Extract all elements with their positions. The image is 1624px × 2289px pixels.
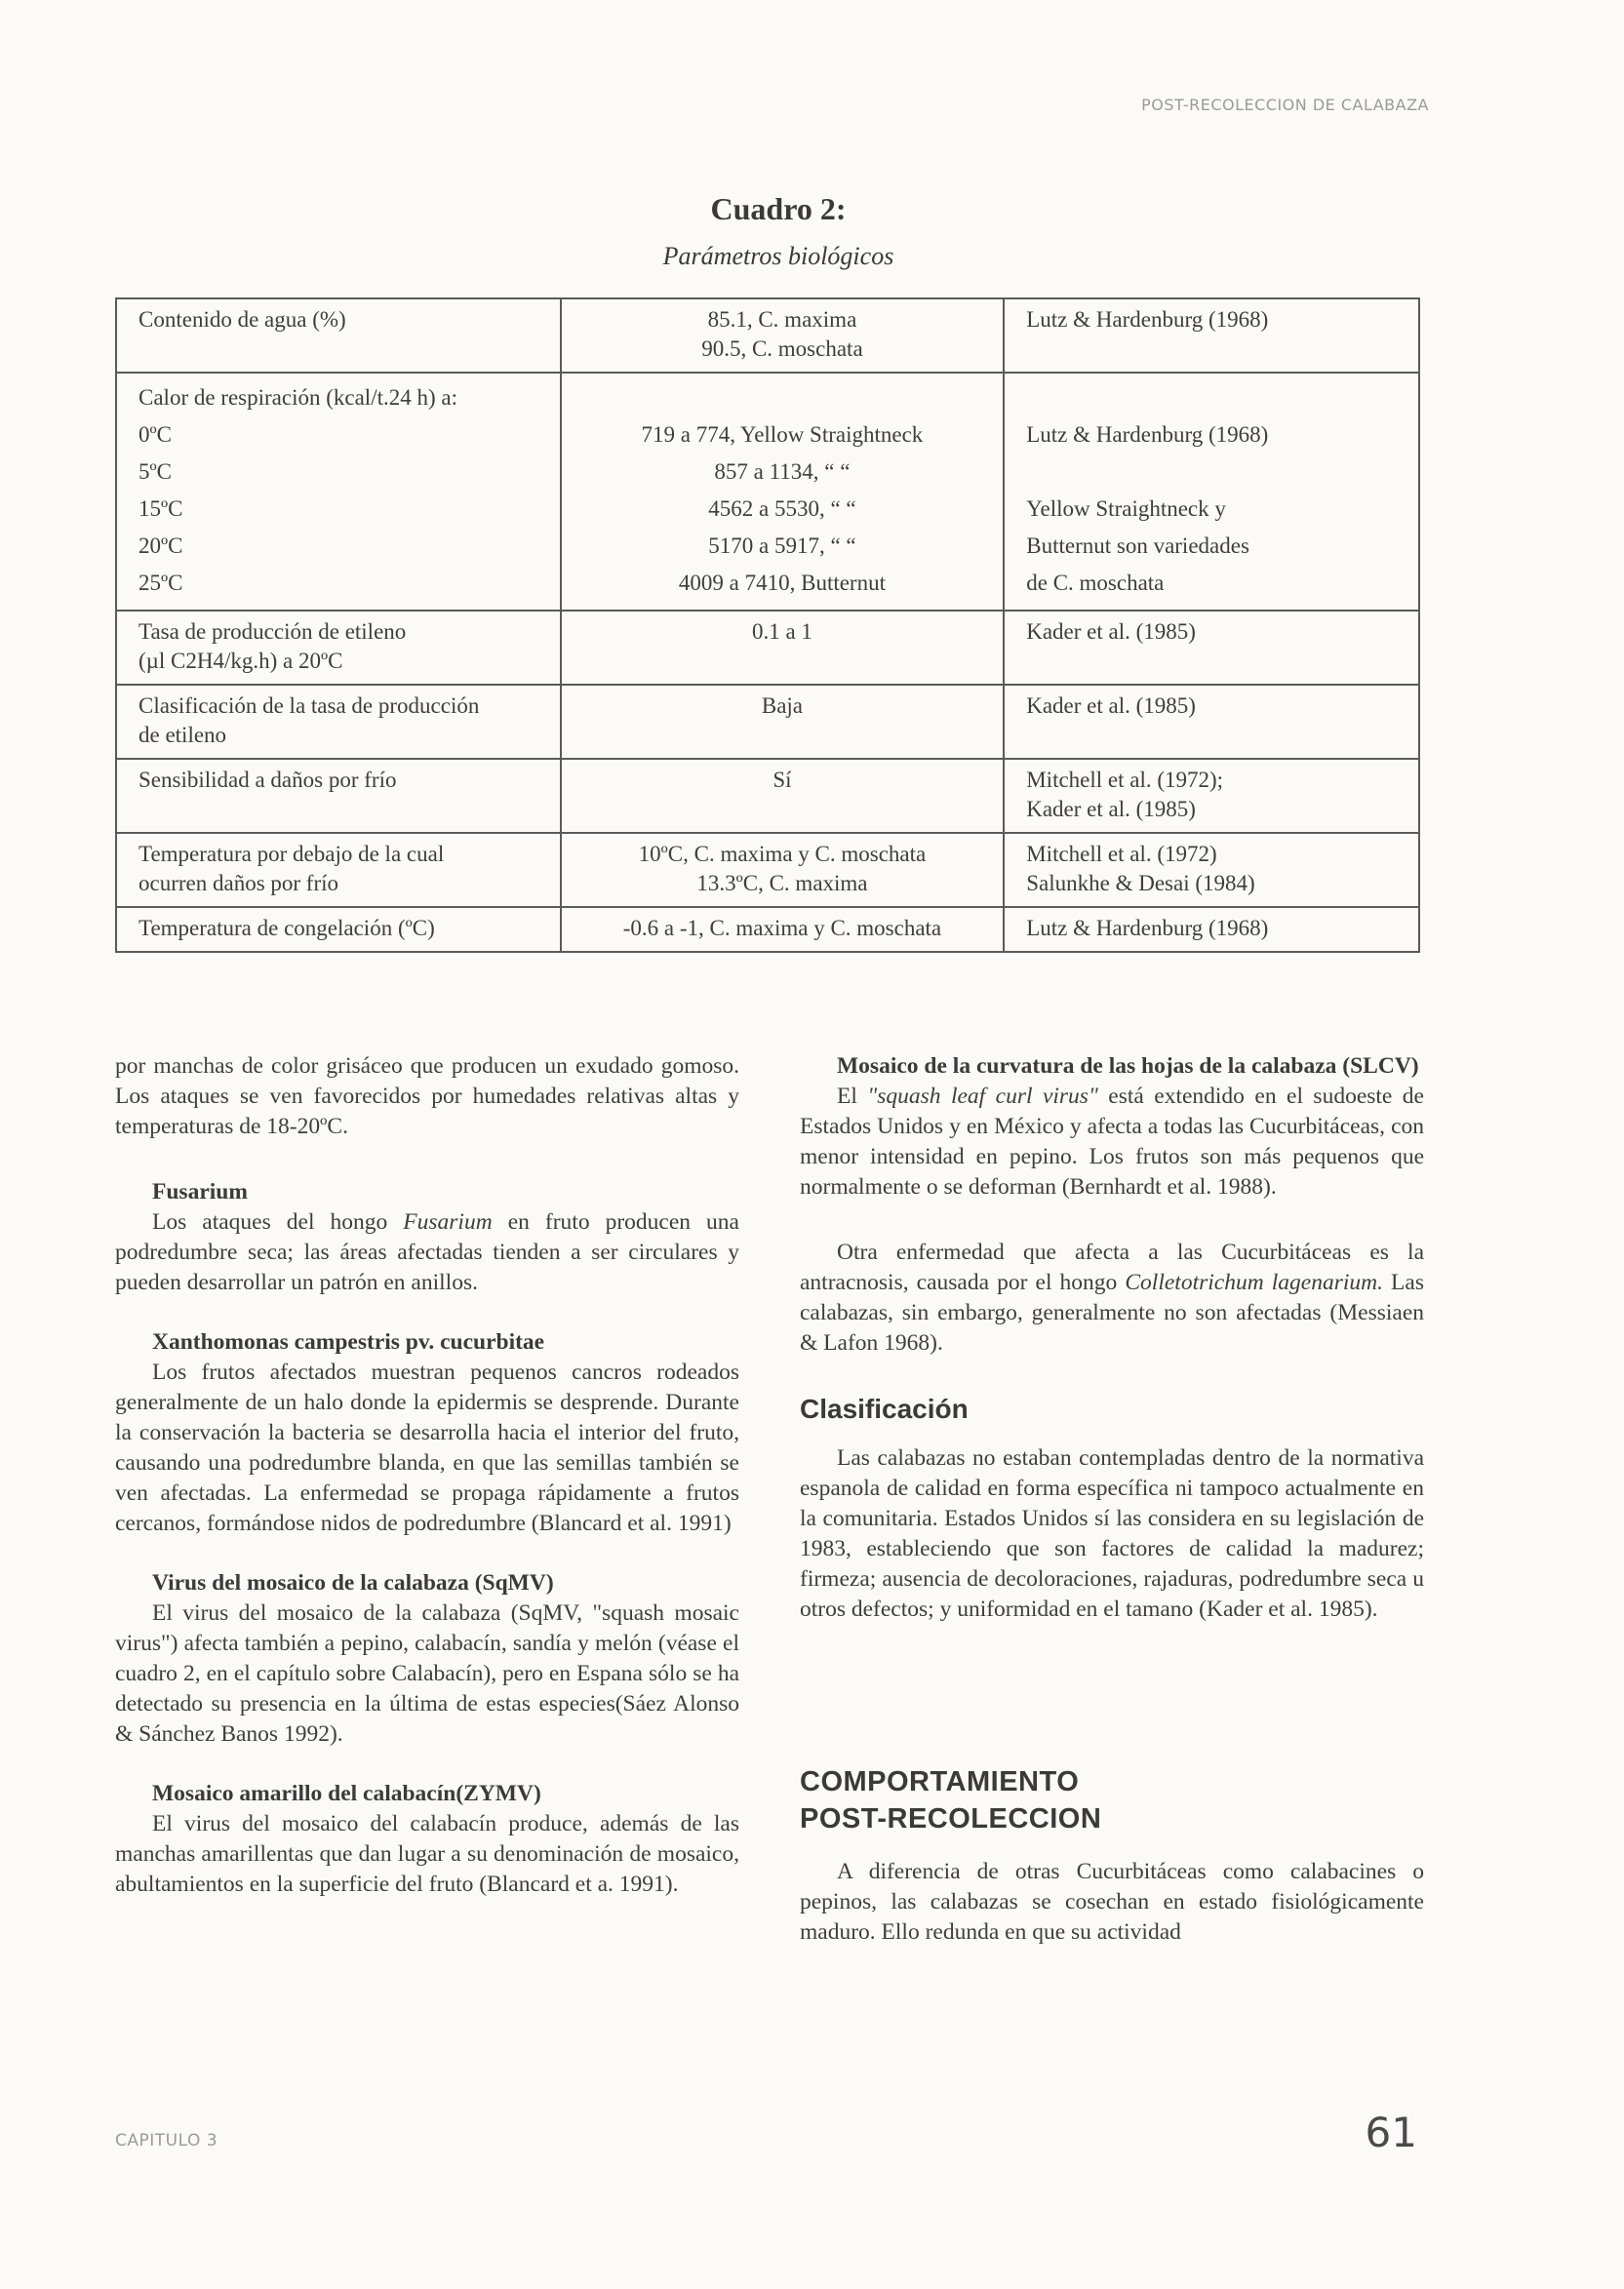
paragraph: Otra enfermedad que afecta a las Cucurbitáceas es la antracnosis, causada por el hongo Colletotrichum lagenarium. Las calabazas, sin embargo, generalmente no son afectadas (Messiaen & Lafon 1968). bbox=[800, 1240, 1424, 1356]
section-heading-clasificacion: Clasificación bbox=[800, 1394, 969, 1424]
parameters-table bbox=[115, 297, 1420, 953]
section-heading-sqmv: Virus del mosaico de la calabaza (SqMV) bbox=[152, 1570, 554, 1596]
table-cell: -0.6 a -1, C. maxima y C. moschata bbox=[561, 907, 1005, 952]
table-row bbox=[116, 373, 1419, 611]
paragraph: Los ataques del hongo Fusarium en fruto producen una podredumbre seca; las áreas afectadas tienden a ser circulares y pueden desarrollar un patrón en anillos. bbox=[115, 1209, 739, 1295]
table-cell: Kader et al. (1985) bbox=[1004, 685, 1419, 759]
table-row bbox=[116, 907, 1419, 952]
table-cell: Contenido de agua (%) bbox=[116, 298, 561, 373]
section-heading-fusarium: Fusarium bbox=[152, 1179, 248, 1204]
section-heading-xanthomonas: Xanthomonas campestris pv. cucurbitae bbox=[152, 1329, 545, 1355]
table-subtitle: Parámetros biológicos bbox=[662, 242, 894, 270]
table-cell: Sí bbox=[561, 759, 1005, 833]
table-cell: Lutz & Hardenburg (1968) bbox=[1004, 907, 1419, 952]
table-row bbox=[116, 833, 1419, 907]
running-head: POST-RECOLECCION DE CALABAZA bbox=[1141, 96, 1429, 114]
table-cell: Lutz & Hardenburg (1968) Yellow Straightneck y Butternut son variedades de C. moschata bbox=[1004, 373, 1419, 611]
table-cell: 10ºC, C. maxima y C. moschata 13.3ºC, C. maxima bbox=[561, 833, 1005, 907]
table-cell: Temperatura de congelación (ºC) bbox=[116, 907, 561, 952]
table-cell: Tasa de producción de etileno (µl C2H4/kg.h) a 20ºC bbox=[116, 611, 561, 685]
left-column bbox=[115, 1051, 739, 1900]
paragraph: El virus del mosaico del calabacín produce, además de las manchas amarillentas que dan lugar a su denominación de mosaico, abultamientos en la superficie del fruto (Blancard et a. 1991). bbox=[115, 1811, 739, 1897]
paragraph: Los frutos afectados muestran pequenos cancros rodeados generalmente de un halo donde la epidermis se desprende. Durante la conservación la bacteria se desarrolla hacia el interior del fruto, causando una podredumbre blanda, en que las semillas también se ven afectadas. La enfermedad se propaga rápidamente a frutos cercanos, formándose nidos de podredumbre (Blancard et al. 1991) bbox=[115, 1360, 739, 1536]
page-number: 61 bbox=[1365, 2109, 1417, 2156]
table-title: Cuadro 2: bbox=[710, 191, 847, 226]
section-heading-comportamiento: COMPORTAMIENTO POST-RECOLECCION bbox=[800, 1766, 1102, 1835]
right-column bbox=[800, 1051, 1424, 1948]
table-cell: Kader et al. (1985) bbox=[1004, 611, 1419, 685]
table-row bbox=[116, 685, 1419, 759]
table-row bbox=[116, 611, 1419, 685]
table-cell: Sensibilidad a daños por frío bbox=[116, 759, 561, 833]
paragraph: A diferencia de otras Cucurbitáceas como calabacines o pepinos, las calabazas se cosechan en estado fisiológicamente maduro. Ello redunda en que su actividad bbox=[800, 1859, 1424, 1945]
paragraph: Las calabazas no estaban contempladas dentro de la normativa espanola de calidad en forma específica ni tampoco actualmente en la comunitaria. Estados Unidos sí las considera en su legislación de 1983, estableciendo que son factores de calidad la madurez; firmeza; ausencia de decoloraciones, rajaduras, podredumbre seca u otros defectos; y uniformidad en el tamano (Kader et al. 1985). bbox=[800, 1445, 1424, 1622]
paragraph: El "squash leaf curl virus" está extendido en el sudoeste de Estados Unidos y en México y afecta a todas las Cucurbitáceas, con menor intensidad en pepino. Los frutos son más pequenos que normalmente o se deforman (Bernhardt et al. 1988). bbox=[800, 1084, 1424, 1200]
table-cell: 85.1, C. maxima 90.5, C. moschata bbox=[561, 298, 1005, 373]
chapter-footer: CAPITULO 3 bbox=[115, 2131, 218, 2151]
section-heading-slcv: Mosaico de la curvatura de las hojas de la calabaza (SLCV) bbox=[837, 1053, 1419, 1079]
table-cell: Temperatura por debajo de la cual ocurren daños por frío bbox=[116, 833, 561, 907]
paragraph: por manchas de color grisáceo que producen un exudado gomoso. Los ataques se ven favorecidos por humedades relativas altas y temperaturas de 18-20ºC. bbox=[115, 1053, 739, 1139]
table-cell: Clasificación de la tasa de producción de etileno bbox=[116, 685, 561, 759]
table-row bbox=[116, 759, 1419, 833]
table-row bbox=[116, 298, 1419, 373]
table-cell: Baja bbox=[561, 685, 1005, 759]
section-heading-zymv: Mosaico amarillo del calabacín(ZYMV) bbox=[152, 1781, 541, 1806]
table-cell: Calor de respiración (kcal/t.24 h) a: 0ºC 5ºC 15ºC 20ºC 25ºC bbox=[116, 373, 561, 611]
table-cell: Lutz & Hardenburg (1968) bbox=[1004, 298, 1419, 373]
table-cell: Mitchell et al. (1972) Salunkhe & Desai (1984) bbox=[1004, 833, 1419, 907]
table-cell: 719 a 774, Yellow Straightneck 857 a 1134, “ “ 4562 a 5530, “ “ 5170 a 5917, “ “ 4009 a 7410, Butternut bbox=[561, 373, 1005, 611]
table-cell: 0.1 a 1 bbox=[561, 611, 1005, 685]
paragraph: El virus del mosaico de la calabaza (SqMV, "squash mosaic virus") afecta también a pepino, calabacín, sandía y melón (véase el cuadro 2, en el capítulo sobre Calabacín), pero en Espana sólo se ha detectado su presencia en la última de estas especies(Sáez Alonso & Sánchez Banos 1992). bbox=[115, 1600, 739, 1747]
table-cell: Mitchell et al. (1972); Kader et al. (1985) bbox=[1004, 759, 1419, 833]
